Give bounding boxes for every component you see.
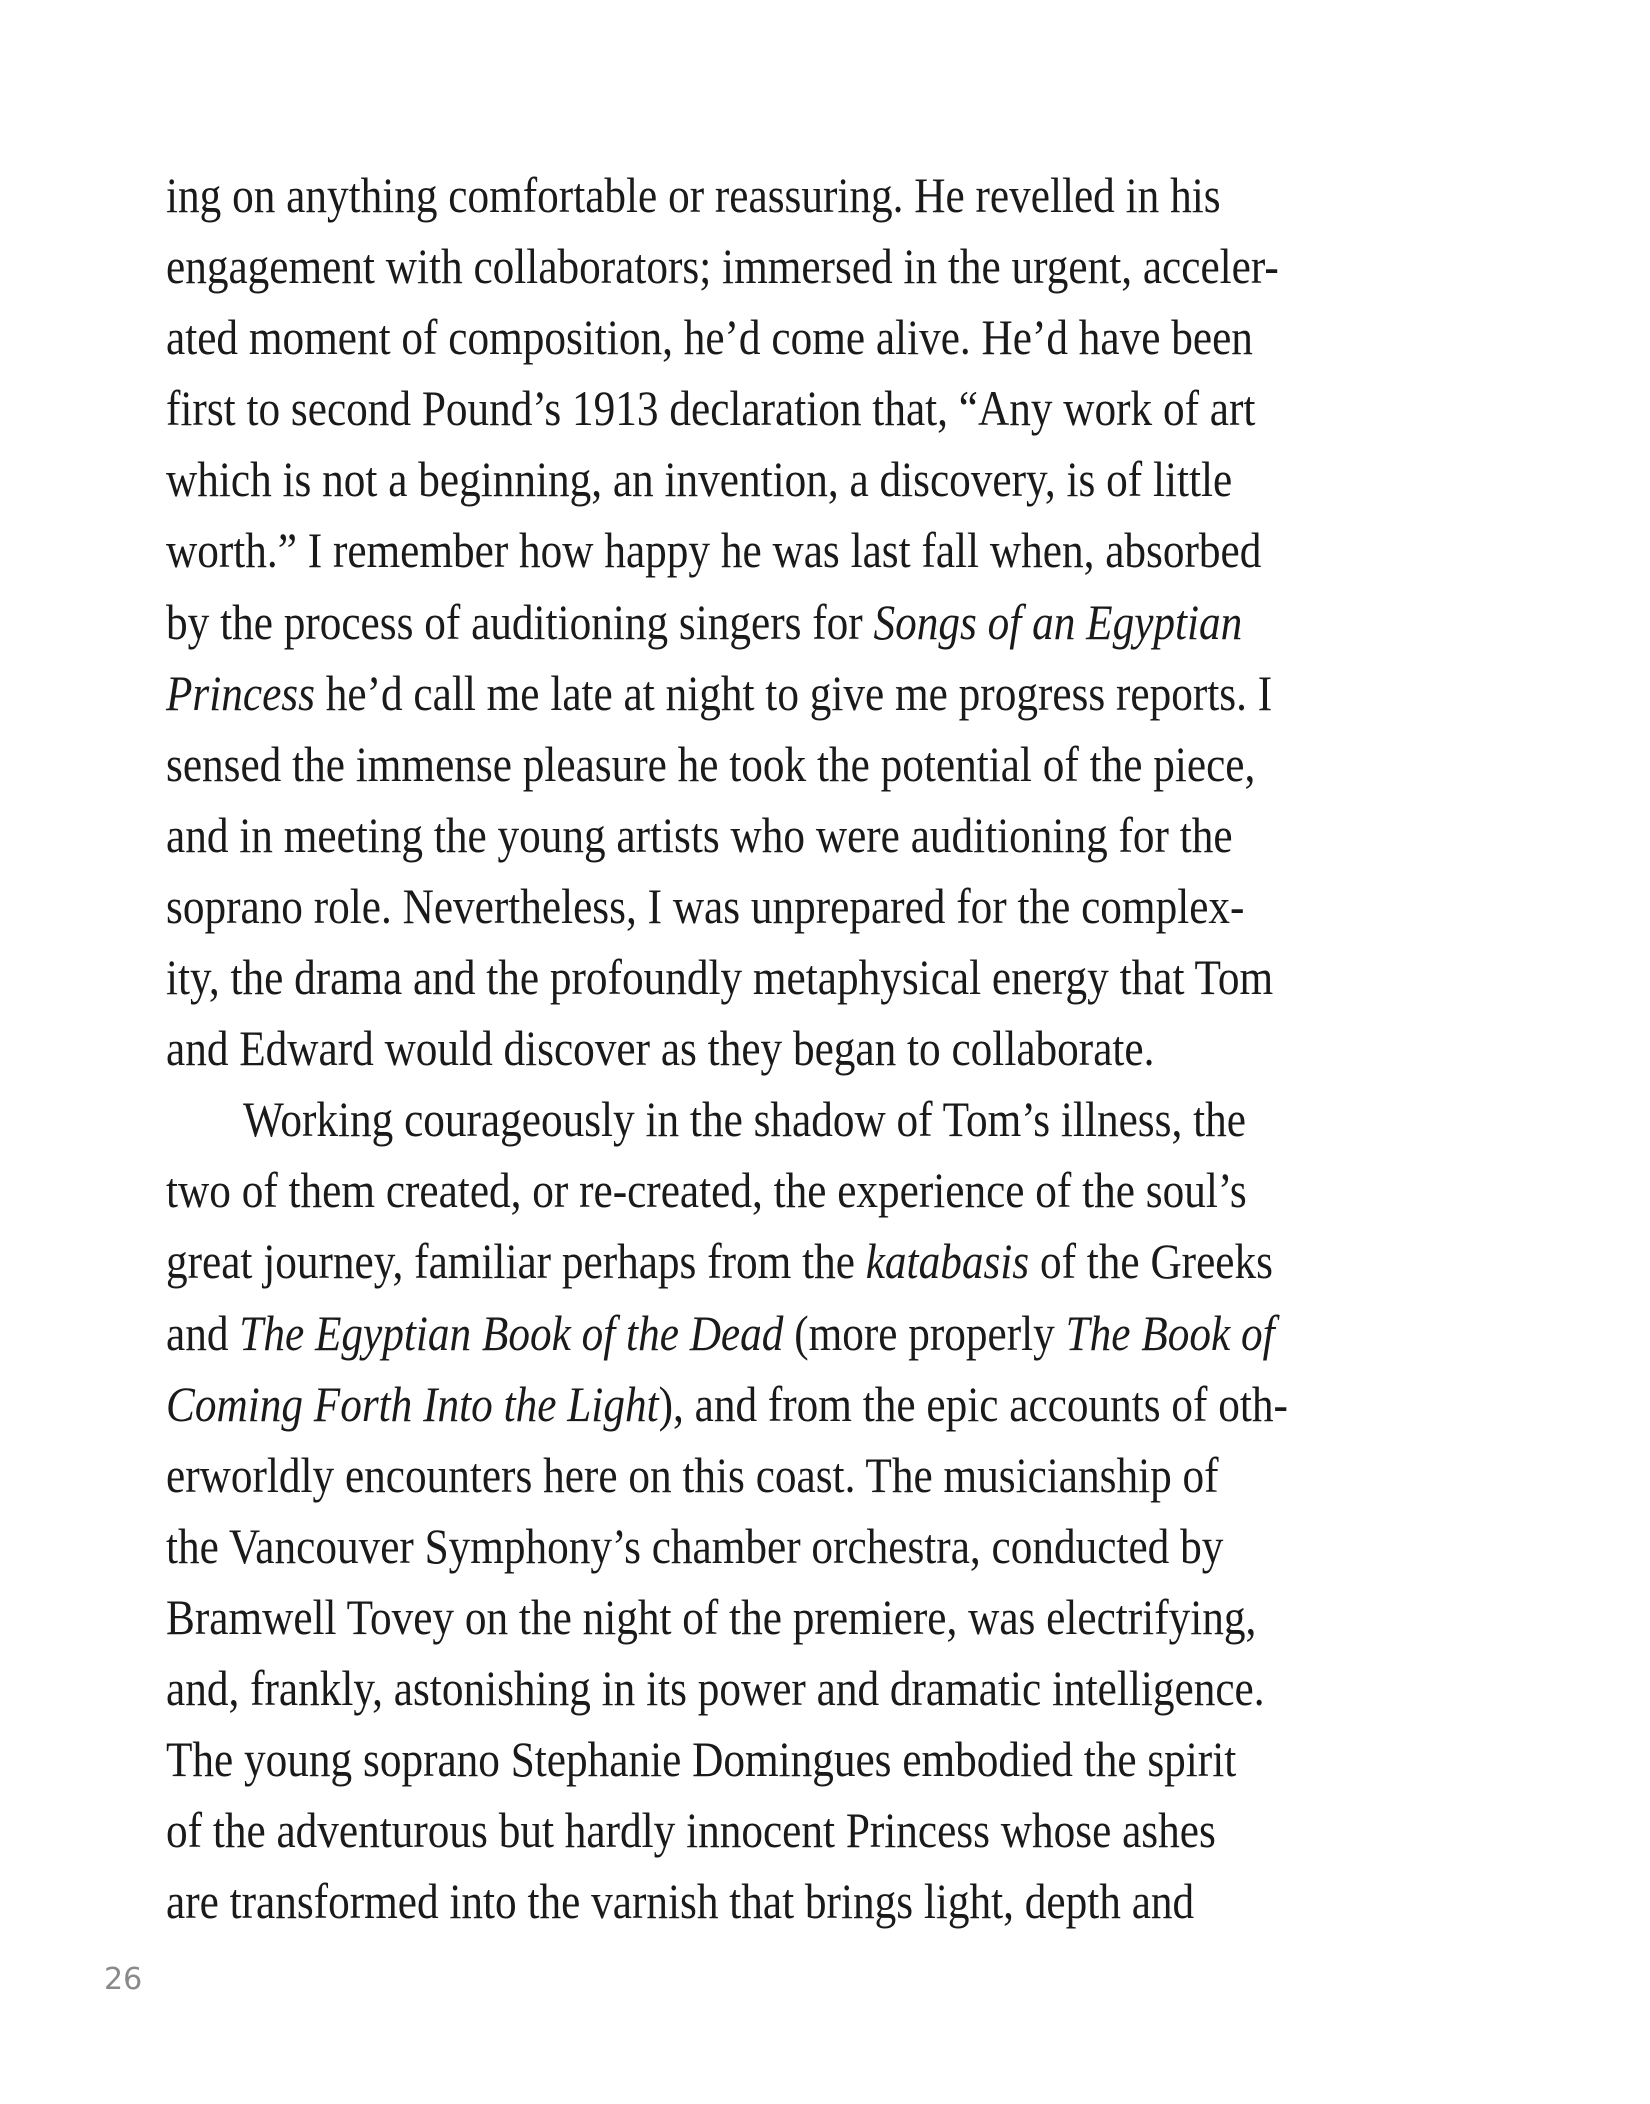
text-run: are transformed into the varnish that brings light, depth and xyxy=(166,1873,1195,1930)
text-line xyxy=(166,800,1308,871)
text-run: and xyxy=(166,1304,240,1361)
text-run: two of them created, or re-created, the experience of the soul’s xyxy=(166,1162,1247,1219)
text-line xyxy=(166,1013,1308,1084)
text-run: Working courageously in the shadow of Tom’s illness, the xyxy=(242,1091,1246,1148)
text-run: Bramwell Tovey on the night of the premiere, was electrifying, xyxy=(166,1588,1257,1645)
text-run: erworldly encounters here on this coast. The musicianship of xyxy=(166,1446,1219,1503)
text-line xyxy=(166,1795,1308,1866)
text-line xyxy=(166,1298,1308,1369)
text-line xyxy=(166,515,1308,586)
text-line xyxy=(166,1582,1308,1653)
text-run: (more properly xyxy=(783,1304,1066,1361)
text-run: worth.” I remember how happy he was last fall when, absorbed xyxy=(166,522,1262,579)
text-line xyxy=(166,1369,1308,1440)
page-number: 26 xyxy=(104,1962,143,1997)
text-run: and, frankly, astonishing in its power and dramatic intelligence. xyxy=(166,1659,1265,1716)
text-run: great journey, familiar perhaps from the xyxy=(166,1233,866,1290)
text-run: he’d call me late at night to give me progress reports. I xyxy=(314,664,1273,721)
text-line xyxy=(166,587,1308,658)
text-line xyxy=(166,160,1308,231)
text-run: of the adventurous but hardly innocent Princess whose ashes xyxy=(166,1802,1216,1859)
text-line xyxy=(166,1511,1308,1582)
italic-title-text: Songs of an Egyptian xyxy=(873,593,1243,650)
text-line xyxy=(166,871,1308,942)
text-line xyxy=(166,1440,1308,1511)
body-text xyxy=(166,160,1486,1937)
text-run: and Edward would discover as they began to collaborate. xyxy=(166,1020,1155,1077)
text-run: of the Greeks xyxy=(1029,1233,1273,1290)
text-run: by the process of auditioning singers for xyxy=(166,593,874,650)
text-line xyxy=(166,658,1308,729)
text-line xyxy=(166,373,1308,444)
text-line xyxy=(166,729,1308,800)
text-line xyxy=(166,302,1308,373)
text-run: the Vancouver Symphony’s chamber orchestra, conducted by xyxy=(166,1517,1224,1574)
text-run: and in meeting the young artists who were auditioning for the xyxy=(166,806,1233,863)
italic-title-text: The Book of xyxy=(1065,1304,1275,1361)
text-line xyxy=(166,1866,1308,1937)
text-run: ing on anything comfortable or reassuring. He revelled in his xyxy=(166,167,1221,223)
text-run: ity, the drama and the profoundly metaphysical energy that Tom xyxy=(166,949,1274,1006)
text-run: ), and from the epic accounts of oth- xyxy=(658,1375,1288,1432)
text-line xyxy=(166,1724,1308,1795)
italic-title-text: katabasis xyxy=(865,1233,1030,1290)
text-line xyxy=(166,942,1308,1013)
text-run: soprano role. Nevertheless, I was unprepared for the complex- xyxy=(166,877,1245,934)
text-line xyxy=(166,1155,1308,1226)
italic-title-text: Princess xyxy=(166,664,315,721)
text-run: which is not a beginning, an invention, a discovery, is of little xyxy=(166,451,1233,508)
text-line xyxy=(166,231,1308,302)
text-run: first to second Pound’s 1913 declaration that, “Any work of art xyxy=(166,380,1256,437)
text-run: The young soprano Stephanie Domingues embodied the spirit xyxy=(166,1731,1237,1788)
italic-title-text: The Egyptian Book of the Dead xyxy=(239,1304,784,1361)
text-line xyxy=(166,1226,1308,1297)
text-line xyxy=(166,1653,1308,1724)
text-run: engagement with collaborators; immersed in the urgent, acceler- xyxy=(166,238,1279,295)
text-line xyxy=(166,444,1308,515)
italic-title-text: Coming Forth Into the Light xyxy=(166,1375,659,1432)
text-run: ated moment of composition, he’d come alive. He’d have been xyxy=(166,309,1253,366)
text-line xyxy=(166,1084,1308,1155)
text-run: sensed the immense pleasure he took the potential of the piece, xyxy=(166,735,1256,792)
